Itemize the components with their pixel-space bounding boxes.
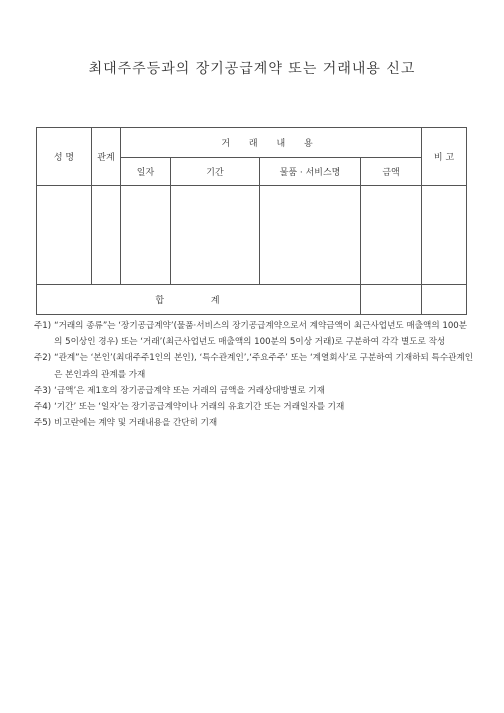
page-title: 최대주주등과의 장기공급계약 또는 거래내용 신고 [88,61,416,77]
note-number: 주5) [34,418,52,429]
transaction-table [36,127,467,315]
header-period: 기간 [171,158,260,186]
note-text: “관계”는 ‘본인’(최대주주1인의 본인), ‘특수관계인’,‘주요주주’ 또는 ‘계열회사’로 구분하여 기재하되 특수관계인은 본인과의 관계를 가재 [54,353,474,380]
header-relation: 관계 [92,128,121,186]
note-1 [34,318,474,350]
header-name: 성 명 [37,128,92,186]
note-number: 주3) [34,385,52,396]
header-transaction: 거 래 내 용 [121,128,422,158]
note-number: 주1) [34,321,52,331]
header-amount: 금액 [361,158,422,186]
cell-relation[interactable] [92,186,121,285]
header-remark: 비 고 [422,128,467,186]
header-goods-service: 물품 · 서비스명 [260,158,361,186]
note-text: 비고란에는 계약 및 거래내용을 간단히 기재 [54,418,218,429]
total-remark[interactable] [422,285,467,315]
note-5 [34,415,474,431]
note-text: ‘금액’은 제1호의 장기공급계약 또는 거래의 금액을 거래상대방별로 기재 [54,385,325,396]
header-date: 일자 [121,158,171,186]
note-number: 주2) [34,353,52,364]
cell-date[interactable] [121,186,171,285]
cell-remark[interactable] [422,186,467,285]
cell-name[interactable] [37,186,92,285]
notes-section [34,318,474,431]
cell-goods-service[interactable] [260,186,361,285]
note-2 [34,350,474,382]
note-3 [34,383,474,399]
note-text: ‘기간’ 또는 ‘일자’는 장기공급계약이나 거래의 유효기간 또는 거래일자를 기재 [54,402,345,413]
note-text: “거래의 종류”는 ‘장기공급계약’(물품·서비스의 장기공급계약으로서 계약금액이 최근사업년도 매출액의 100분의 5이상인 경우) 또는 ‘거래’(최근사업년도 매출액의 100분의 5이상 거래)로 구분하여 각각 별도로 작성 [54,321,468,348]
note-4 [34,399,474,415]
total-label: 합 계 [37,285,361,315]
cell-period[interactable] [171,186,260,285]
total-amount[interactable] [361,285,422,315]
note-number: 주4) [34,402,52,413]
cell-amount[interactable] [361,186,422,285]
